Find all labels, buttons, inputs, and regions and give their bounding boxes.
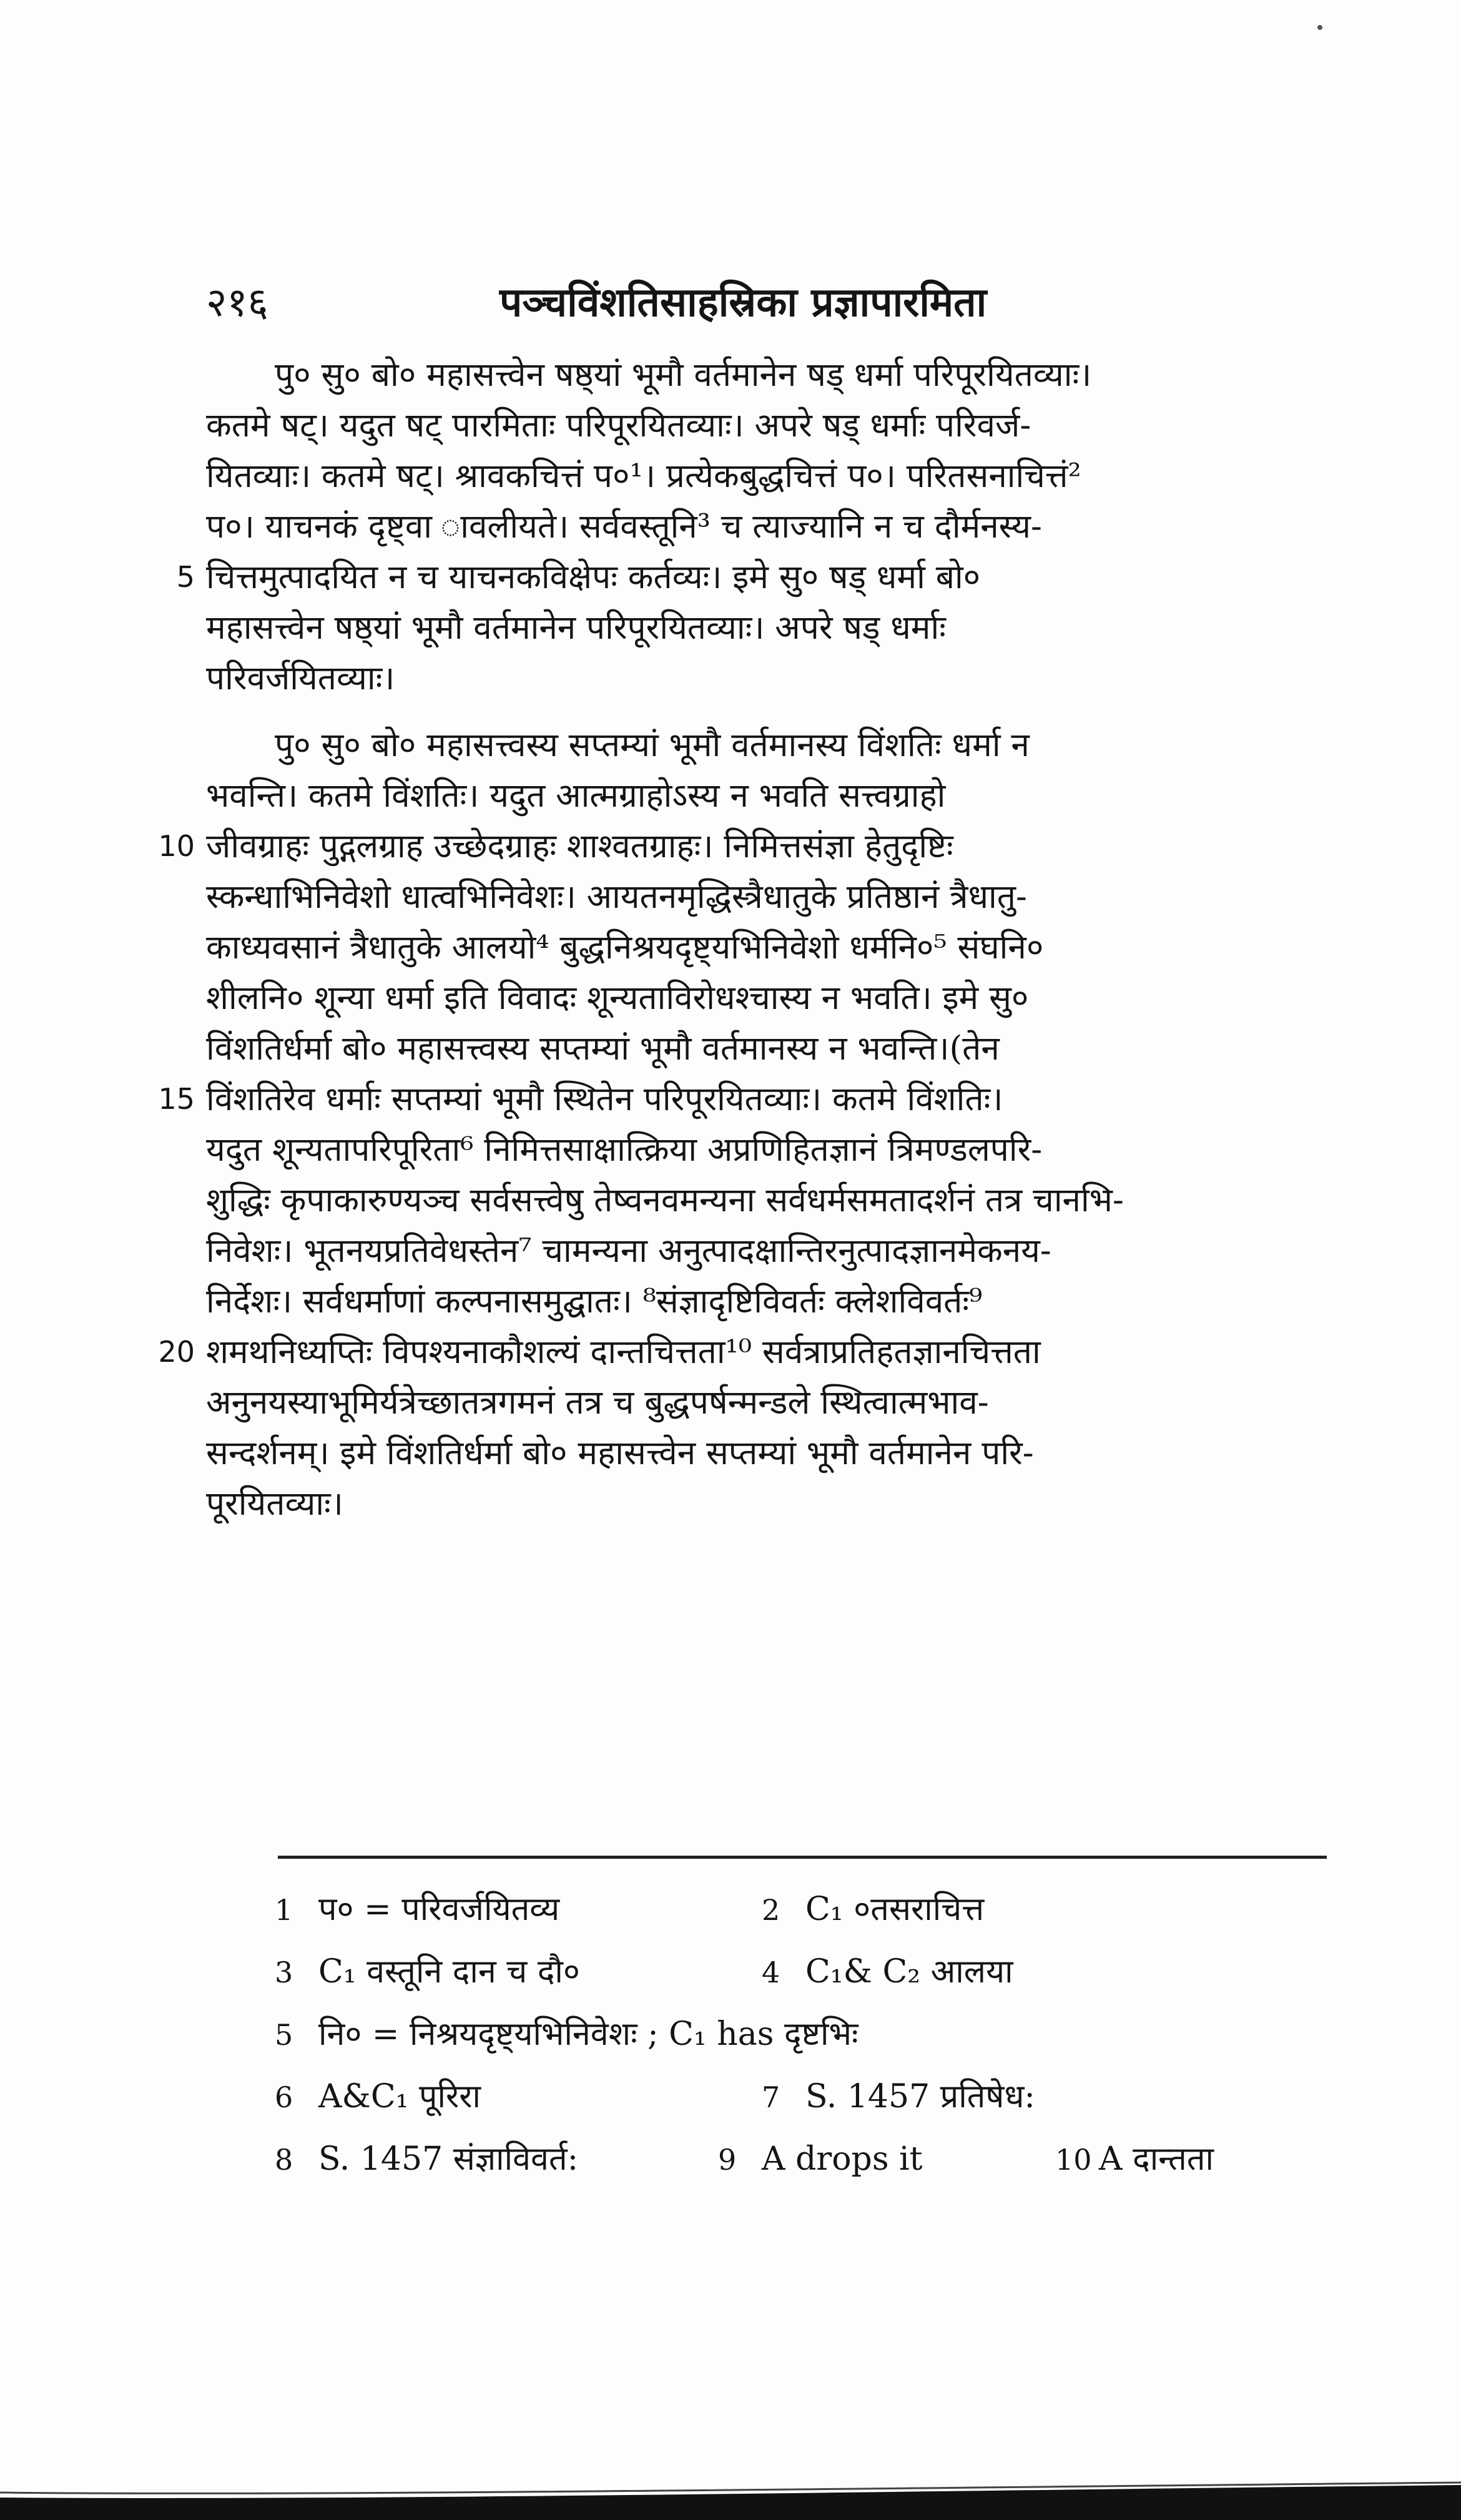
line-number: 10 (158, 829, 195, 863)
text-line (176, 552, 1324, 603)
text-line (206, 1125, 1324, 1175)
line-text: कतमे षट्। यदुत षट् पारमिताः परिपूरयितव्याः। अपरे षड् धर्माः परिवर्ज- (206, 406, 1031, 445)
text-line (158, 1327, 1324, 1377)
footnote-row (275, 2003, 1336, 2065)
footnote-number: 1 (275, 1893, 293, 1927)
text-line (206, 1023, 1324, 1074)
footnote (762, 2065, 1035, 2129)
footnote-number: 3 (275, 1956, 293, 1989)
footnote (275, 2065, 481, 2129)
text-line (158, 821, 1324, 872)
footnote (275, 2003, 858, 2066)
text-line (206, 1276, 1324, 1327)
text-line (206, 1428, 1324, 1479)
line-text: स्कन्धाभिनिवेशो धात्वभिनिवेशः। आयतनमृद्धिस्त्रैधातुके प्रतिष्ठानं त्रैधातु- (206, 878, 1027, 916)
line-text: महासत्त्वेन षष्ठ्यां भूमौ वर्तमानेन परिपूरयितव्याः। अपरे षड् धर्माः (206, 609, 946, 647)
line-text: प०। याचनकं दृष्ट्वा ावलीयते। सर्ववस्तूनि³ च त्याज्यानि न च दौर्मनस्य- (206, 508, 1042, 546)
line-text: पूरयितव्याः। (206, 1485, 343, 1523)
footnote-number: 2 (762, 1893, 780, 1927)
text-line (206, 1226, 1324, 1276)
line-number: 20 (158, 1335, 195, 1369)
footnote-text: प० = परिवर्जयितव्य (318, 1891, 560, 1928)
line-text: भवन्ति। कतमे विंशतिः। यदुत आत्मग्राहोऽस्य न भवति सत्त्वग्राहो (206, 777, 946, 815)
text-line (206, 400, 1324, 451)
footnote-number: 6 (275, 2080, 293, 2114)
footnote-text: S. 1457 प्रतिषेध: (805, 2078, 1035, 2115)
footnote-number: 9 (718, 2143, 737, 2177)
text-line (206, 501, 1324, 552)
running-title: पञ्चविंशतिसाहस्रिका प्रज्ञापारमिता (499, 279, 987, 326)
line-text: पु० सु० बो० महासत्त्वस्य सप्तम्यां भूमौ वर्तमानस्य विंशतिः धर्मा न (275, 726, 1030, 764)
line-text: शमथनिध्यप्तिः विपश्यनाकौशल्यं दान्तचित्तता¹⁰ सर्वत्राप्रतिहतज्ञानचित्तता (206, 1333, 1041, 1371)
footnote (275, 2128, 578, 2191)
footnote-text: C₁& C₂ आलया (805, 1953, 1013, 1991)
line-text: चित्तमुत्पादयित न च याचनकविक्षेपः कर्तव्यः। इमे सु० षड् धर्मा बो० (206, 558, 981, 596)
footnote-text: A drops it (762, 2140, 923, 2178)
footnote-text: A दान्तता (1099, 2140, 1214, 2178)
line-text: सन्दर्शनम्। इमे विंशतिर्धर्मा बो० महासत्त्वेन सप्तम्यां भूमौ वर्तमानेन परि- (206, 1434, 1034, 1472)
line-text: निर्देशः। सर्वधर्माणां कल्पनासमुद्घातः। ⁸संज्ञादृष्टिविवर्तः क्लेशविवर्तः⁹ (206, 1282, 983, 1321)
main-text (158, 350, 1324, 1529)
footnote (275, 1941, 580, 2004)
line-text: काध्यवसानं त्रैधातुके आलयो⁴ बुद्धनिश्रयदृष्ट्यभिनिवेशो धर्मनि०⁵ संघनि० (206, 928, 1044, 967)
text-line (206, 720, 1324, 770)
page-edge-wear (0, 2423, 1461, 2520)
footnotes (275, 1878, 1336, 2190)
page-header (206, 273, 1305, 336)
line-text: यितव्याः। कतमे षट्। श्रावकचित्तं प०¹। प्रत्येकबुद्धचित्तं प०। परितसनाचित्तं² (206, 457, 1081, 495)
footnote-row (275, 1941, 1336, 2003)
footnote-row (275, 1878, 1336, 1941)
line-text: परिवर्जयितव्याः। (206, 659, 395, 697)
footnote (275, 1878, 559, 1941)
line-text: विंशतिर्धर्मा बो० महासत्त्वस्य सप्तम्यां भूमौ वर्तमानस्य न भवन्ति।(तेन (206, 1030, 1000, 1068)
footnote-divider (278, 1856, 1327, 1859)
footnote (762, 1878, 984, 1941)
footnote-number: 10 (1055, 2143, 1092, 2177)
footnote-number: 4 (762, 1956, 780, 1989)
line-text: पु० सु० बो० महासत्त्वेन षष्ठ्यां भूमौ वर्तमानेन षड् धर्मा परिपूरयितव्याः। (275, 356, 1092, 394)
footnote-text: A&C₁ पूरिरा (318, 2078, 481, 2115)
footnote (1055, 2128, 1214, 2191)
text-line (206, 770, 1324, 821)
footnote-number: 5 (275, 2018, 293, 2052)
text-line (206, 1377, 1324, 1428)
footnote-text: नि० = निश्रयदृष्ट्यभिनिवेशः ; C₁ has दृष्टभिः (318, 2016, 858, 2053)
line-number: 15 (158, 1082, 195, 1116)
page-number: २१६ (206, 280, 268, 326)
text-line (206, 922, 1324, 973)
footnote-text: S. 1457 संज्ञाविवर्त: (318, 2140, 579, 2178)
footnote-row (275, 2128, 1336, 2190)
footnote-row (275, 2065, 1336, 2128)
text-line (206, 1175, 1324, 1226)
text-line (206, 653, 1324, 704)
line-text: यदुत शून्यतापरिपूरिता⁶ निमित्तसाक्षात्क्रिया अप्रणिहितज्ञानं त्रिमण्डलपरि- (206, 1131, 1043, 1169)
text-line (206, 872, 1324, 922)
line-text: अनुनयस्याभूमिर्यत्रेच्छातत्रगमनं तत्र च बुद्धपर्षन्मन्डले स्थित्वात्मभाव- (206, 1384, 989, 1422)
footnote-text: C₁ वस्तूनि दान च दौ० (318, 1953, 580, 1991)
text-line (206, 451, 1324, 501)
line-text: विंशतिरेव धर्माः सप्तम्यां भूमौ स्थितेन परिपूरयितव्याः। कतमे विंशतिः। (206, 1080, 1003, 1118)
footnote-number: 8 (275, 2143, 293, 2177)
scan-speck (1317, 25, 1322, 30)
footnote-number: 7 (762, 2080, 780, 2114)
line-text: शीलनि० शून्या धर्मा इति विवादः शून्यताविरोधश्चास्य न भवति। इमे सु० (206, 979, 1029, 1017)
text-line (206, 603, 1324, 653)
text-line (206, 1479, 1324, 1529)
text-line (158, 1074, 1324, 1125)
line-text: शुद्धिः कृपाकारुण्यञ्च सर्वसत्त्वेषु तेष्वनवमन्यना सर्वधर्मसमतादर्शनं तत्र चानभि- (206, 1181, 1124, 1219)
footnote (762, 1941, 1013, 2004)
line-text: निवेशः। भूतनयप्रतिवेधस्तेन⁷ चामन्यना अनुत्पादक्षान्तिरनुत्पादज्ञानमेकनय- (206, 1232, 1051, 1270)
footnote (718, 2128, 923, 2191)
text-line (206, 973, 1324, 1023)
line-text: जीवग्राहः पुद्गलग्राह उच्छेदग्राहः शाश्वतग्राहः। निमित्तसंज्ञा हेतुदृष्टिः (206, 827, 953, 865)
text-line (206, 350, 1324, 400)
line-number: 5 (176, 560, 195, 594)
footnote-text: C₁ ०तसराचित्त (805, 1891, 985, 1928)
